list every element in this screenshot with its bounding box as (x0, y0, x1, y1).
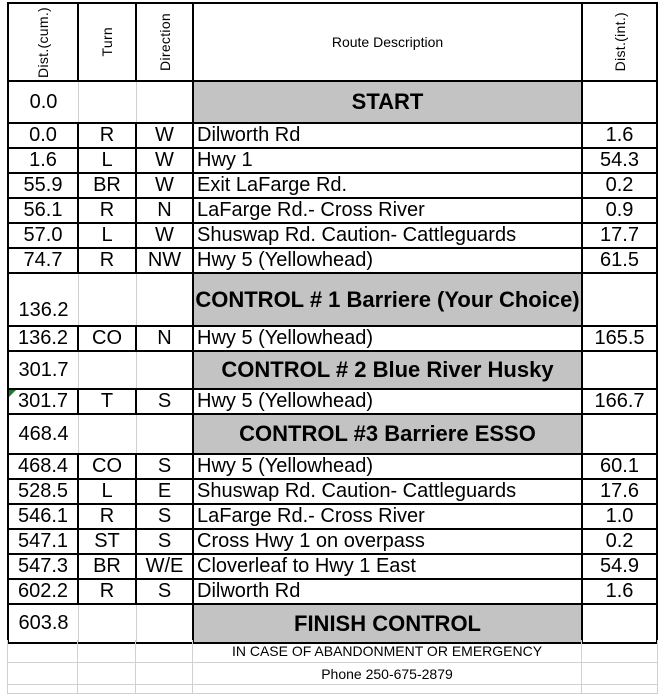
cell-error-marker-icon (9, 390, 16, 397)
footer-empty-cell (582, 640, 658, 662)
col-header-dist-cum-label: Dist.(cum.) (35, 6, 51, 78)
cell-route-description: Hwy 5 (Yellowhead) (194, 455, 583, 478)
route-row (9, 327, 656, 352)
footer-empty-cell (8, 640, 78, 662)
route-row (9, 505, 656, 530)
route-row (9, 224, 656, 249)
route-row (9, 455, 656, 480)
cell-route-description: Hwy 1 (194, 149, 583, 172)
route-row (9, 580, 656, 605)
cell-direction (137, 352, 194, 388)
cell-dist-cum: 528.5 (9, 480, 79, 503)
col-header-direction (137, 4, 194, 80)
cell-turn: CO (79, 455, 137, 478)
route-row (9, 555, 656, 580)
cell-direction (137, 274, 194, 325)
cell-direction: S (137, 505, 194, 528)
cell-route-description: Dilworth Rd (194, 124, 583, 147)
cell-direction (137, 415, 194, 453)
cell-dist-cum: 301.7 (9, 390, 79, 413)
cell-direction: E (137, 480, 194, 503)
cell-dist-int: 60.1 (600, 455, 639, 477)
sheet-footer (7, 640, 658, 694)
cell-route-description: Cross Hwy 1 on overpass (194, 530, 583, 553)
cell-dist-cum: 547.3 (9, 555, 79, 578)
col-header-turn-label: Turn (99, 27, 115, 57)
cell-direction: W (137, 174, 194, 197)
col-header-turn (79, 4, 137, 80)
cell-turn: L (79, 224, 137, 247)
route-row (9, 149, 656, 174)
footer-empty-cell (136, 685, 193, 693)
cell-dist-int: 0.2 (605, 530, 634, 552)
cell-turn (79, 352, 137, 388)
cell-turn: BR (79, 174, 137, 197)
route-row (9, 199, 656, 224)
cell-turn: T (79, 390, 137, 413)
route-table-body (9, 82, 656, 642)
section-label: CONTROL #3 Barriere ESSO (194, 415, 583, 453)
cell-route-description: Hwy 5 (Yellowhead) (194, 327, 583, 350)
cell-dist-cum: 0.0 (9, 82, 79, 122)
col-header-route-description (194, 4, 583, 80)
cell-direction: S (137, 580, 194, 603)
cell-turn: BR (79, 555, 137, 578)
footer-empty-cell (8, 663, 78, 684)
cell-dist-int: 1.6 (605, 580, 634, 602)
cell-direction: NW (137, 249, 194, 272)
cell-route-description: Shuswap Rd. Caution- Cattleguards (194, 224, 583, 247)
col-header-dist-cum (9, 4, 79, 80)
cell-route-description: Exit LaFarge Rd. (194, 174, 583, 197)
cell-turn: L (79, 149, 137, 172)
cell-route-description: Dilworth Rd (194, 580, 583, 603)
cell-dist-cum: 57.0 (9, 224, 79, 247)
cell-dist-cum: 301.7 (9, 352, 79, 388)
cell-dist-int (583, 82, 656, 122)
cell-dist-int: 54.9 (600, 555, 639, 577)
footer-phone-text: Phone 250-675-2879 (193, 663, 582, 684)
cell-turn: R (79, 249, 137, 272)
route-row (9, 390, 656, 415)
cell-direction: N (137, 199, 194, 222)
cell-turn: R (79, 580, 137, 603)
section-row (9, 352, 656, 390)
route-row (9, 124, 656, 149)
footer-empty-cell (582, 685, 658, 693)
cell-dist-int: 17.7 (600, 224, 639, 246)
cell-dist-int: 0.2 (605, 174, 634, 196)
cell-turn: ST (79, 530, 137, 553)
cell-route-description: LaFarge Rd.- Cross River (194, 505, 583, 528)
route-row (9, 530, 656, 555)
route-table (7, 2, 658, 644)
cell-turn (79, 415, 137, 453)
footer-empty-cell (78, 685, 136, 693)
cell-route-description: Shuswap Rd. Caution- Cattleguards (194, 480, 583, 503)
footer-row-empty (8, 685, 658, 694)
footer-row-phone (8, 663, 658, 685)
cell-turn: CO (79, 327, 137, 350)
section-label: CONTROL # 1 Barriere (Your Choice) (194, 274, 583, 325)
cell-direction: S (137, 455, 194, 478)
cell-turn: R (79, 505, 137, 528)
cell-dist-cum: 0.0 (9, 124, 79, 147)
cell-turn: L (79, 480, 137, 503)
cell-dist-int (583, 415, 656, 453)
section-row (9, 82, 656, 124)
cell-dist-int (583, 274, 656, 325)
cell-dist-int (583, 605, 656, 642)
cell-direction: N (137, 327, 194, 350)
cell-direction: W (137, 124, 194, 147)
cell-dist-cum: 547.1 (9, 530, 79, 553)
footer-empty-cell (8, 685, 78, 693)
cell-direction (137, 82, 194, 122)
cell-dist-cum: 56.1 (9, 199, 79, 222)
cell-direction: S (137, 390, 194, 413)
cell-direction: W/E (137, 555, 194, 578)
cell-dist-int: 165.5 (594, 327, 645, 349)
cell-direction: S (137, 530, 194, 553)
table-header-row (9, 4, 656, 82)
section-label: CONTROL # 2 Blue River Husky (194, 352, 583, 388)
cell-dist-cum: 1.6 (9, 149, 79, 172)
cell-dist-cum: 602.2 (9, 580, 79, 603)
cell-turn (79, 274, 137, 325)
cell-dist-cum: 136.2 (9, 327, 79, 350)
footer-empty-cell (78, 640, 136, 662)
cell-dist-int: 54.3 (600, 149, 639, 171)
cell-dist-int (583, 352, 656, 388)
col-header-route-description-label: Route Description (331, 34, 444, 50)
cell-dist-cum: 136.2 (9, 274, 79, 325)
footer-empty-cell (193, 685, 582, 693)
cell-dist-cum: 603.8 (9, 605, 79, 642)
cell-dist-int: 17.6 (600, 480, 639, 502)
footer-empty-cell (136, 640, 193, 662)
col-header-dist-int (583, 4, 656, 80)
cell-dist-int: 1.6 (605, 124, 634, 146)
cell-dist-cum: 74.7 (9, 249, 79, 272)
section-label: FINISH CONTROL (194, 605, 583, 642)
section-row (9, 605, 656, 642)
cell-route-description: Cloverleaf to Hwy 1 East (194, 555, 583, 578)
cell-dist-cum: 546.1 (9, 505, 79, 528)
cell-turn (79, 605, 137, 642)
cell-direction: W (137, 149, 194, 172)
cell-direction: W (137, 224, 194, 247)
cell-turn: R (79, 124, 137, 147)
section-row (9, 274, 656, 327)
footer-empty-cell (582, 663, 658, 684)
cell-direction (137, 605, 194, 642)
route-row (9, 480, 656, 505)
cell-route-description: Hwy 5 (Yellowhead) (194, 249, 583, 272)
cell-dist-int: 61.5 (600, 249, 639, 271)
col-header-dist-int-label: Dist.(int.) (611, 12, 628, 72)
col-header-direction-label: Direction (156, 13, 173, 71)
footer-empty-cell (78, 663, 136, 684)
footer-empty-cell (136, 663, 193, 684)
route-row (9, 249, 656, 274)
cell-dist-int: 0.9 (605, 199, 634, 221)
cell-turn: R (79, 199, 137, 222)
route-row (9, 174, 656, 199)
section-label: START (194, 82, 583, 122)
cell-dist-int: 1.0 (605, 505, 634, 527)
footer-row-emergency (8, 640, 658, 663)
cell-route-description: LaFarge Rd.- Cross River (194, 199, 583, 222)
cell-dist-cum: 55.9 (9, 174, 79, 197)
cell-dist-int: 166.7 (594, 390, 645, 412)
footer-emergency-text: IN CASE OF ABANDONMENT OR EMERGENCY (193, 640, 582, 662)
section-row (9, 415, 656, 455)
cell-turn (79, 82, 137, 122)
cell-dist-cum: 468.4 (9, 415, 79, 453)
cell-dist-cum: 468.4 (9, 455, 79, 478)
cell-route-description: Hwy 5 (Yellowhead) (194, 390, 583, 413)
